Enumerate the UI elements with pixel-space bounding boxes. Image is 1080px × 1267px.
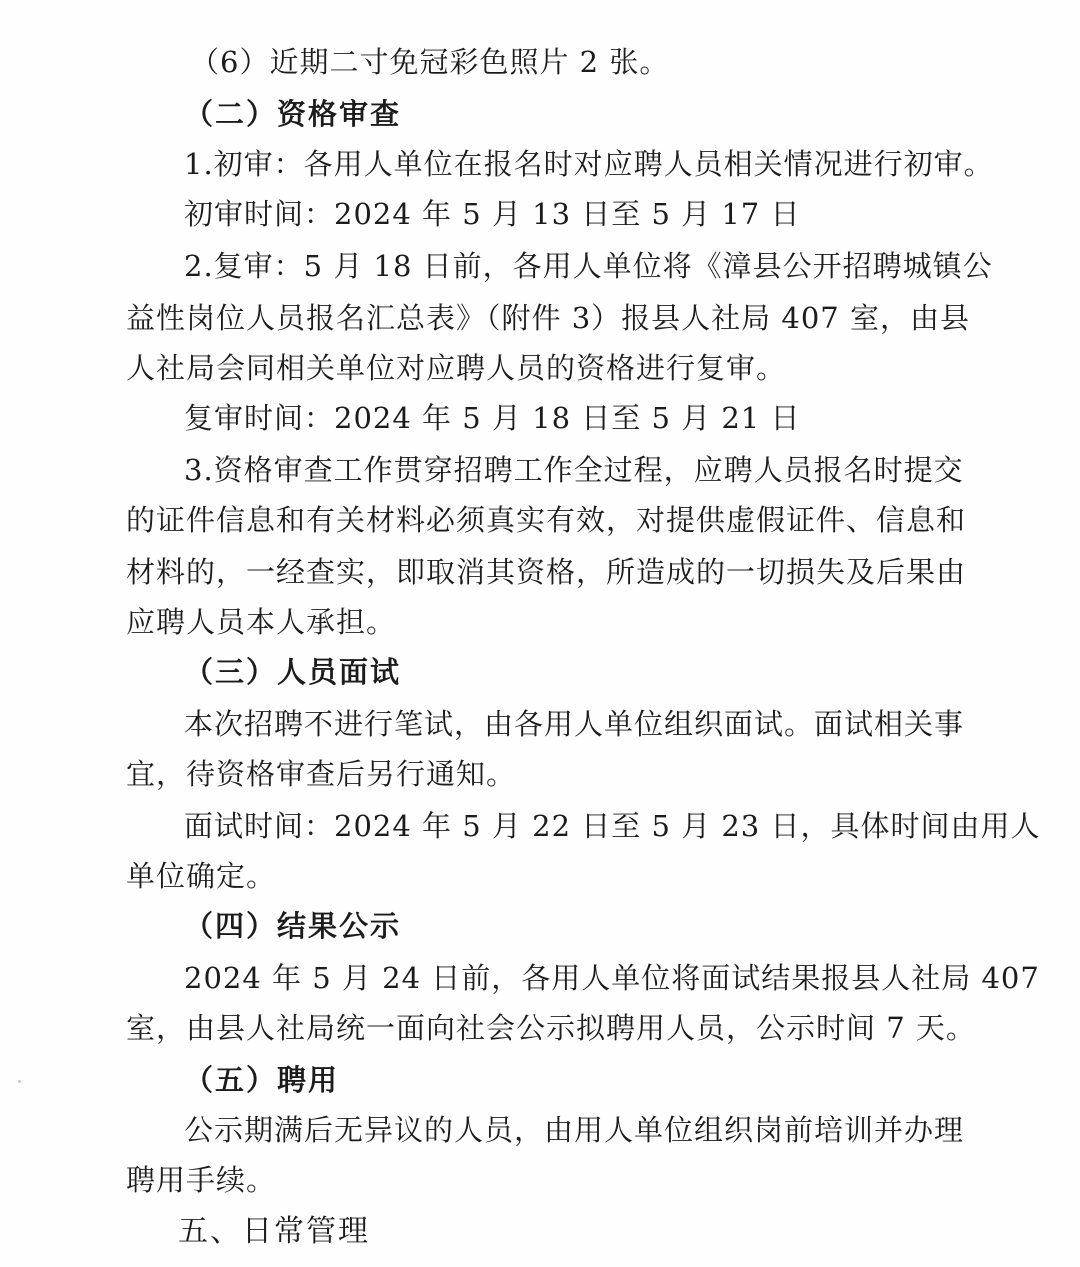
- interview-time-line-1: 面试时间：2024 年 5 月 22 日至 5 月 23 日，具体时间由用人: [184, 809, 1041, 843]
- re-review-time: 复审时间：2024 年 5 月 18 日至 5 月 21 日: [184, 401, 801, 435]
- paragraph-qualification-process-line-4: 应聘人员本人承担。: [126, 605, 397, 639]
- section-title-daily-management: 五、日常管理: [178, 1214, 370, 1249]
- heading-employment: （五）聘用: [184, 1063, 340, 1097]
- paragraph-qualification-process-line-3: 材料的，一经查实，即取消其资格，所造成的一切损失及后果由: [126, 555, 967, 589]
- initial-review-time: 初审时间：2024 年 5 月 13 日至 5 月 17 日: [184, 197, 801, 231]
- heading-result-publicity: （四）结果公示: [184, 909, 402, 943]
- item-photo-requirement: （6）近期二寸免冠彩色照片 2 张。: [190, 45, 670, 79]
- paragraph-result-publicity-line-1: 2024 年 5 月 24 日前，各用人单位将面试结果报县人社局 407: [184, 961, 1040, 995]
- paragraph-interview-line-1: 本次招聘不进行笔试，由各用人单位组织面试。面试相关事: [184, 707, 965, 741]
- paragraph-qualification-process-line-2: 的证件信息和有关材料必须真实有效，对提供虚假证件、信息和: [126, 503, 967, 537]
- paragraph-re-review-line-1: 2.复审：5 月 18 日前，各用人单位将《漳县公开招聘城镇公: [184, 249, 993, 283]
- paragraph-initial-review: 1.初审：各用人单位在报名时对应聘人员相关情况进行初审。: [184, 147, 994, 181]
- paragraph-employment-line-2: 聘用手续。: [126, 1163, 277, 1197]
- paragraph-employment-line-1: 公示期满后无异议的人员，由用人单位组织岗前培训并办理: [184, 1113, 965, 1147]
- heading-interview: （三）人员面试: [184, 655, 402, 689]
- interview-time-line-2: 单位确定。: [126, 859, 277, 893]
- paragraph-re-review-line-2: 益性岗位人员报名汇总表》（附件 3）报县人社局 407 室，由县: [126, 301, 970, 335]
- scan-speck: [18, 1080, 21, 1083]
- paragraph-interview-line-2: 宜，待资格审查后另行通知。: [126, 757, 517, 791]
- heading-qualification-review: （二）资格审查: [184, 97, 402, 131]
- paragraph-result-publicity-line-2: 室，由县人社局统一面向社会公示拟聘用人员，公示时间 7 天。: [126, 1011, 976, 1045]
- paragraph-qualification-process-line-1: 3.资格审查工作贯穿招聘工作全过程，应聘人员报名时提交: [184, 453, 964, 487]
- paragraph-re-review-line-3: 人社局会同相关单位对应聘人员的资格进行复审。: [126, 351, 787, 385]
